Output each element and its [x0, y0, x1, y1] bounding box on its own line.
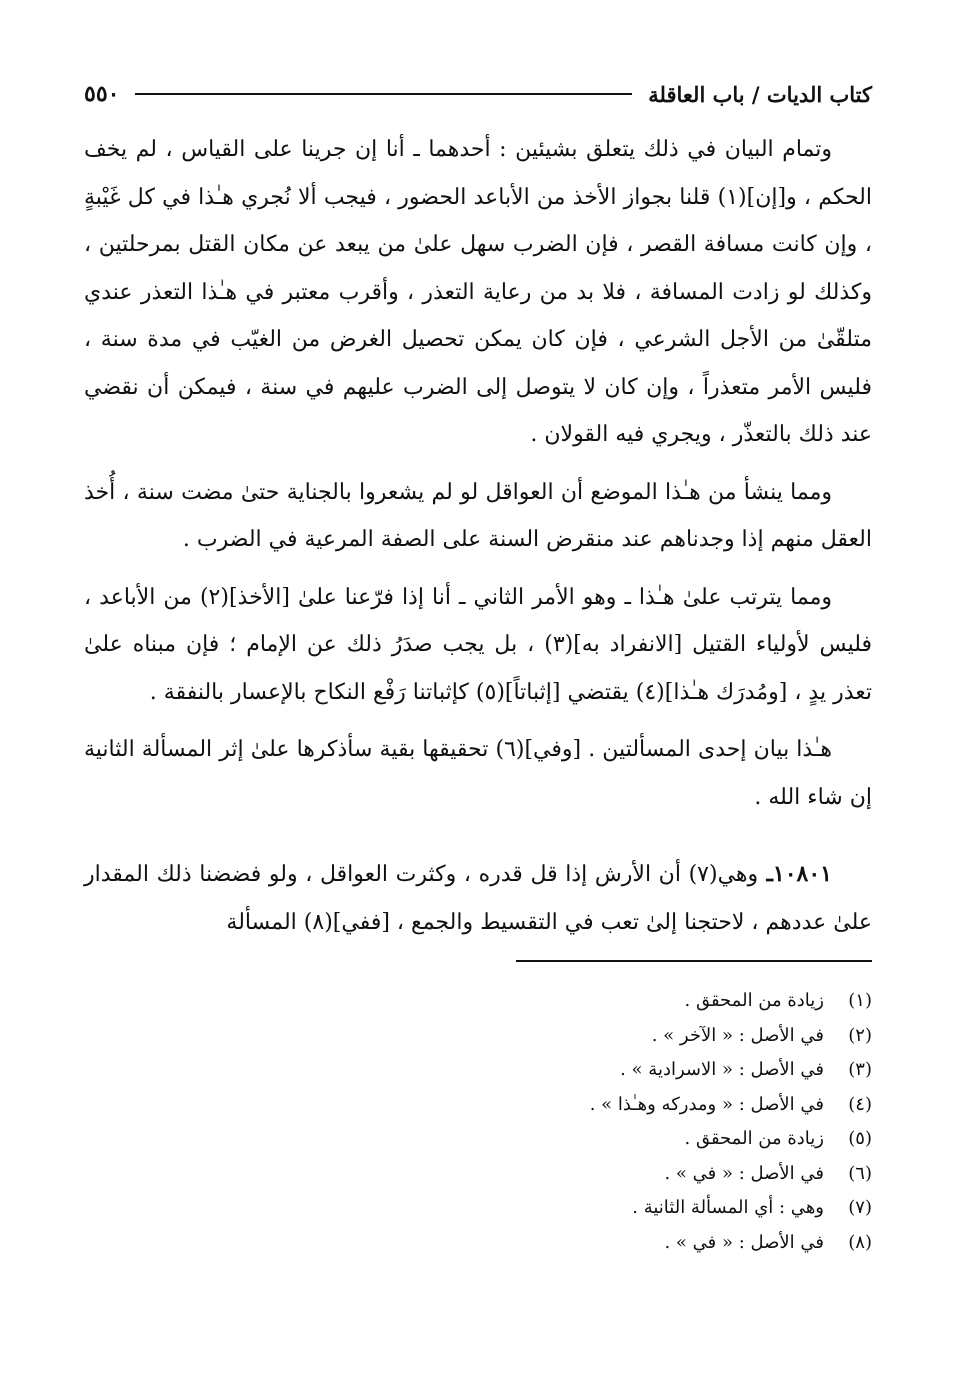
footnote-number: (٧)	[848, 1197, 872, 1218]
footnote	[272, 1053, 872, 1088]
footnote-text: في الأصل : « الاسرادية » .	[620, 1059, 824, 1080]
footnote-number: (٥)	[848, 1128, 872, 1149]
footnote	[272, 1088, 872, 1123]
footnote-number: (٢)	[848, 1024, 872, 1046]
footnote-number: (١)	[848, 990, 872, 1011]
running-head: كتاب الديات / باب العاقلة	[648, 81, 872, 107]
footnote-text: في الأصل : « ومدركه وهـٰذا » .	[589, 1093, 824, 1115]
footnote-number: (٣)	[848, 1059, 872, 1080]
footnote-text: في الأصل : « الآخر » .	[651, 1024, 824, 1046]
footnote-number: (٨)	[848, 1231, 872, 1253]
footnotes	[272, 984, 872, 1260]
footnote	[272, 984, 872, 1019]
footnote-rule	[516, 960, 872, 962]
footnote	[272, 1157, 872, 1192]
paragraph: هـٰذا بيان إحدى المسألتين . [وفي](٦) تحقيقها بقية سأذكرها علىٰ إثر المسألة الثانية إن شاء الله .	[84, 737, 872, 810]
issue-number: ١٠٨٠١ـ	[758, 861, 832, 887]
footnote-text: زيادة من المحقق .	[684, 990, 824, 1011]
page-number: ٥٥٠	[84, 81, 120, 107]
paragraph: ومما ينشأ من هـٰذا الموضع أن العواقل لو لم يشعروا بالجناية حتىٰ مضت سنة ، أُخذ العقل منهم إذا وجدناهم عند منقرض السنة على الصفة المرعية في الضرب .	[84, 479, 872, 552]
footnote	[272, 1191, 872, 1226]
paragraph: وتمام البيان في ذلك يتعلق بشيئين : أحدهما ـ أنا إن جرينا على القياس ، لم يخف الحكم ، و[إن](١) قلنا بجواز الأخذ من الأباعد الحضور ، فيجب ألا نُجري هـٰذا في كل غَيْبةٍ ، وإن كانت مسافة القصر ، فإن الضرب سهل علىٰ من يبعد عن مكان القتل بمرحلتين ، وكذلك لو زادت المسافة ، فلا بد من رعاية التعذر ، وأقرب معتبر في هـٰذا التعذر عندي متلقّىٰ من الأجل الشرعي ، فإن كان يمكن تحصيل الغرض من الغيّب في مدة سنة ، فليس الأمر متعذراً ، وإن كان لا يتوصل إلى الضرب عليهم في سنة ، فيمكن أن نقضي عند ذلك بالتعذّر ، ويجري فيه القولان .	[84, 137, 872, 447]
body-text	[84, 126, 872, 946]
paragraph-issue-10801: ١٠٨٠١ـ وهي(٧) أن الأرش إذا قل قدره ، وكثرت العواقل ، ولو فضضنا ذلك المقدار علىٰ عددهم ، لاحتجنا إلىٰ تعب في التقسيط والجمع ، [ففي](٨) المسألة	[84, 861, 872, 935]
header-rule	[135, 93, 632, 95]
footnote-number: (٦)	[848, 1162, 872, 1184]
footnote-text: زيادة من المحقق .	[684, 1128, 824, 1149]
footnote	[272, 1122, 872, 1157]
footnote-text: وهي : أي المسألة الثانية .	[632, 1197, 824, 1218]
paragraph: ومما يترتب علىٰ هـٰذا ـ وهو الأمر الثاني ـ أنا إذا فرّعنا علىٰ [الأخذ](٢) من الأباعد ، فليس لأولياء القتيل [الانفراد به](٣) ، بل يجب صدَرُ ذلك عن الإمام ؛ فإن مبناه علىٰ تعذر يدٍ ، [ومُدرَك هـٰذا](٤) يقتضي [إثباتاً](٥) كإثباتنا رَفْع النكاح بالإعسار بالنفقة .	[84, 584, 873, 705]
footnote-text: في الأصل : « في » .	[664, 1162, 824, 1184]
footnote-text: في الأصل : « في » .	[664, 1231, 824, 1253]
page-header	[84, 74, 872, 114]
footnote	[272, 1226, 872, 1261]
footnote-number: (٤)	[848, 1093, 872, 1115]
footnote	[272, 1019, 872, 1054]
